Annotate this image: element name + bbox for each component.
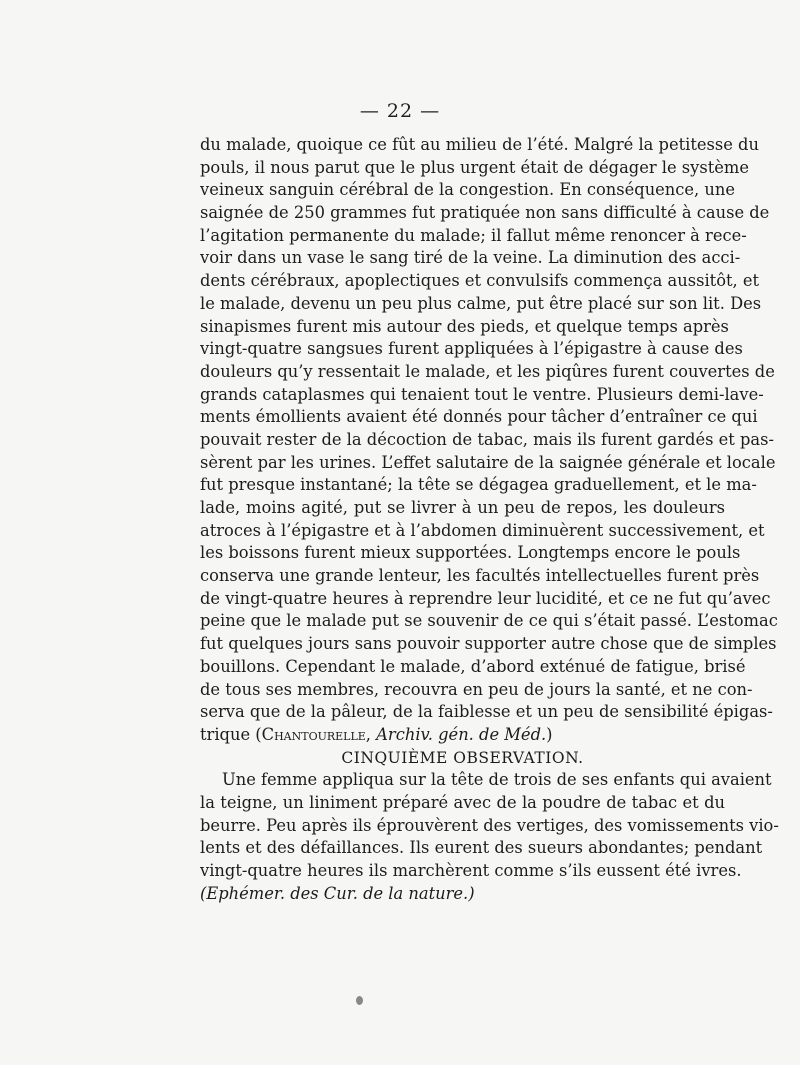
citation-line: (Ephémer. des Cur. de la nature.) (200, 883, 475, 903)
text-line: le malade, devenu un peu plus calme, put être placé sur son lit. Des (200, 293, 762, 313)
text-line: les boissons furent mieux supportées. Longtemps encore le pouls (200, 543, 741, 563)
text-line: pouvait rester de la décoction de tabac, mais ils furent gardés et pas- (200, 429, 774, 449)
text-line: pouls, il nous parut que le plus urgent était de dégager le système (200, 157, 749, 177)
text-line: Une femme appliqua sur la tête de trois de ses enfants qui avaient (222, 770, 772, 790)
text-line: douleurs qu’y ressentait le malade, et les piqûres furent couvertes de (200, 361, 775, 381)
citation-prefix: trique ( (200, 724, 262, 744)
text-line: saignée de 250 grammes fut pratiquée non sans difficulté à cause de (200, 203, 770, 223)
text-line: bouillons. Cependant le malade, d’abord exténué de fatigue, brisé (200, 656, 746, 676)
ink-spot (356, 996, 363, 1005)
text-line: beurre. Peu après ils éprouvèrent des vertiges, des vomissements vio- (200, 815, 779, 835)
page-number: — 22 — (359, 100, 441, 122)
body-text (200, 134, 779, 905)
text-line: grands cataplasmes qui tenaient tout le ventre. Plusieurs demi-lave- (200, 384, 764, 404)
text-line: vingt-quatre sangsues furent appliquées à l’épigastre à cause des (200, 339, 743, 359)
citation-journal: Archiv. gén. de Méd. (376, 724, 547, 744)
text-line: conserva une grande lenteur, les facultés intellectuelles furent près (200, 566, 760, 586)
citation-suffix: ) (546, 724, 553, 744)
text-line: de vingt-quatre heures à reprendre leur lucidité, et ce ne fut qu’avec (200, 588, 771, 608)
text-line: dents cérébraux, apoplectiques et convulsifs commença aussitôt, et (200, 271, 760, 291)
text-line: fut presque instantané; la tête se dégagea graduellement, et le ma- (200, 475, 757, 495)
citation-author: Chantourelle, (261, 724, 371, 744)
text-line: l’agitation permanente du malade; il fallut même renoncer à rece- (200, 225, 747, 245)
text-line: sèrent par les urines. L’effet salutaire de la saignée générale et locale (200, 452, 776, 472)
text-line: fut quelques jours sans pouvoir supporter autre chose que de simples (200, 634, 777, 654)
section-heading: CINQUIÈME OBSERVATION. (341, 748, 584, 767)
text-line: ments émollients avaient été donnés pour tâcher d’entraîner ce qui (200, 407, 758, 427)
text-line: sinapismes furent mis autour des pieds, et quelque temps après (200, 316, 729, 336)
text-line: du malade, quoique ce fût au milieu de l’été. Malgré la petitesse du (200, 135, 759, 154)
text-line: vingt-quatre heures ils marchèrent comme s’ils eussent été ivres. (200, 861, 742, 880)
text-line: serva que de la pâleur, de la faiblesse et un peu de sensibilité épigas- (200, 702, 773, 722)
text-line: peine que le malade put se souvenir de ce qui s’était passé. L’estomac (200, 611, 778, 631)
text-line: voir dans un vase le sang tiré de la veine. La diminution des acci- (200, 248, 741, 268)
text-line: lade, moins agité, put se livrer à un peu de repos, les douleurs (200, 498, 725, 517)
text-line: de tous ses membres, recouvra en peu de jours la santé, et ne con- (200, 679, 753, 699)
citation-line (200, 724, 725, 747)
text-line: veineux sanguin cérébral de la congestion. En conséquence, une (200, 180, 736, 200)
text-line: la teigne, un liniment préparé avec de la poudre de tabac et du (200, 792, 725, 812)
text-line: atroces à l’épigastre et à l’abdomen diminuèrent successivement, et (200, 520, 765, 540)
text-line: lents et des défaillances. Ils eurent des sueurs abondantes; pendant (200, 838, 763, 858)
